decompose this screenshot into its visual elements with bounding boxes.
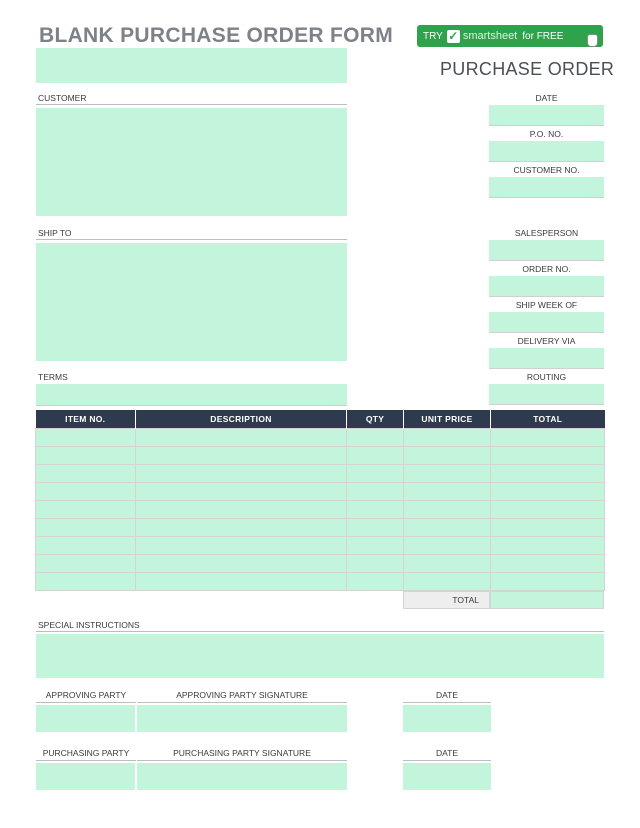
special-instructions-label: SPECIAL INSTRUCTIONS bbox=[38, 620, 140, 630]
cell-item-no[interactable] bbox=[36, 554, 136, 572]
approving-signature-rule bbox=[137, 702, 347, 703]
approving-date-rule bbox=[403, 702, 491, 703]
cell-description[interactable] bbox=[136, 464, 347, 482]
table-row bbox=[36, 518, 605, 536]
cell-total[interactable] bbox=[491, 446, 605, 464]
cell-unit-price[interactable] bbox=[404, 536, 491, 554]
ship-to-rule bbox=[36, 239, 347, 240]
cell-unit-price[interactable] bbox=[404, 446, 491, 464]
cell-total[interactable] bbox=[491, 500, 605, 518]
hand-cursor-icon bbox=[587, 34, 598, 47]
approving-party-label: APPROVING PARTY bbox=[45, 690, 127, 700]
approving-signature-field[interactable] bbox=[137, 705, 347, 732]
cell-description[interactable] bbox=[136, 554, 347, 572]
po-no-label: P.O. NO. bbox=[529, 129, 564, 139]
cell-item-no[interactable] bbox=[36, 572, 136, 590]
approving-party-rule bbox=[36, 702, 136, 703]
line-items-table bbox=[35, 410, 605, 591]
cell-item-no[interactable] bbox=[36, 500, 136, 518]
cell-qty[interactable] bbox=[347, 518, 404, 536]
cell-description[interactable] bbox=[136, 482, 347, 500]
cell-qty[interactable] bbox=[347, 554, 404, 572]
purchasing-signature-rule bbox=[137, 760, 347, 761]
cell-qty[interactable] bbox=[347, 500, 404, 518]
cell-unit-price[interactable] bbox=[404, 482, 491, 500]
cell-qty[interactable] bbox=[347, 536, 404, 554]
cell-qty[interactable] bbox=[347, 446, 404, 464]
ship-to-label: SHIP TO bbox=[38, 228, 72, 238]
banner-try-text: TRY bbox=[423, 30, 443, 42]
customer-no-label: CUSTOMER NO. bbox=[513, 165, 580, 175]
column-header-description: DESCRIPTION bbox=[136, 410, 347, 428]
terms-label: TERMS bbox=[38, 372, 68, 382]
date-label: DATE bbox=[535, 93, 558, 103]
po-no-field[interactable] bbox=[489, 141, 604, 162]
table-row bbox=[36, 482, 605, 500]
cell-description[interactable] bbox=[136, 446, 347, 464]
special-instructions-rule bbox=[36, 631, 604, 632]
try-smartsheet-banner[interactable] bbox=[417, 25, 603, 47]
cell-total[interactable] bbox=[491, 572, 605, 590]
cell-description[interactable] bbox=[136, 518, 347, 536]
purchase-order-heading: PURCHASE ORDER bbox=[440, 59, 615, 79]
table-body bbox=[36, 428, 605, 590]
cell-qty[interactable] bbox=[347, 572, 404, 590]
purchasing-date-field[interactable] bbox=[403, 763, 491, 790]
cell-item-no[interactable] bbox=[36, 428, 136, 446]
grand-total-field[interactable] bbox=[490, 591, 604, 609]
customer-field[interactable] bbox=[36, 108, 347, 216]
customer-rule bbox=[36, 104, 347, 105]
cell-item-no[interactable] bbox=[36, 446, 136, 464]
cell-qty[interactable] bbox=[347, 464, 404, 482]
cell-description[interactable] bbox=[136, 428, 347, 446]
table-row bbox=[36, 464, 605, 482]
salesperson-field[interactable] bbox=[489, 240, 604, 261]
cell-total[interactable] bbox=[491, 536, 605, 554]
checkmark-icon: ✓ bbox=[448, 28, 459, 43]
purchasing-signature-field[interactable] bbox=[137, 763, 347, 790]
company-info-field[interactable] bbox=[36, 48, 347, 83]
purchasing-party-rule bbox=[36, 760, 136, 761]
customer-no-field[interactable] bbox=[489, 177, 604, 198]
table-row bbox=[36, 554, 605, 572]
cell-item-no[interactable] bbox=[36, 536, 136, 554]
cell-description[interactable] bbox=[136, 500, 347, 518]
column-header-unit-price: UNIT PRICE bbox=[404, 410, 491, 428]
table-header-row bbox=[36, 410, 605, 428]
customer-label: CUSTOMER bbox=[38, 93, 87, 103]
ship-to-field[interactable] bbox=[36, 243, 347, 361]
table-row bbox=[36, 500, 605, 518]
cell-unit-price[interactable] bbox=[404, 572, 491, 590]
approving-date-field[interactable] bbox=[403, 705, 491, 732]
column-header-qty: QTY bbox=[347, 410, 404, 428]
table-row bbox=[36, 536, 605, 554]
cell-unit-price[interactable] bbox=[404, 464, 491, 482]
purchasing-signature-label: PURCHASING PARTY SIGNATURE bbox=[173, 748, 311, 758]
salesperson-label: SALESPERSON bbox=[514, 228, 579, 238]
table-row bbox=[36, 446, 605, 464]
column-header-item-no: ITEM NO. bbox=[36, 410, 136, 428]
terms-field[interactable] bbox=[36, 384, 347, 406]
banner-brand-text: smartsheet bbox=[462, 30, 518, 42]
column-header-total: TOTAL bbox=[491, 410, 605, 428]
cell-total[interactable] bbox=[491, 554, 605, 572]
purchasing-date-label: DATE bbox=[435, 748, 459, 758]
grand-total-label: TOTAL bbox=[403, 591, 490, 609]
cell-total[interactable] bbox=[491, 428, 605, 446]
cell-item-no[interactable] bbox=[36, 518, 136, 536]
cell-item-no[interactable] bbox=[36, 464, 136, 482]
date-field[interactable] bbox=[489, 105, 604, 126]
ship-week-of-field[interactable] bbox=[489, 312, 604, 333]
table-row bbox=[36, 428, 605, 446]
approving-party-field[interactable] bbox=[36, 705, 135, 732]
cell-unit-price[interactable] bbox=[404, 554, 491, 572]
purchasing-date-rule bbox=[403, 760, 491, 761]
cell-description[interactable] bbox=[136, 536, 347, 554]
purchasing-party-field[interactable] bbox=[36, 763, 135, 790]
cell-total[interactable] bbox=[491, 482, 605, 500]
cell-qty[interactable] bbox=[347, 428, 404, 446]
cell-item-no[interactable] bbox=[36, 482, 136, 500]
cell-total[interactable] bbox=[491, 518, 605, 536]
table-row bbox=[36, 572, 605, 590]
approving-date-label: DATE bbox=[435, 690, 459, 700]
order-no-label: ORDER NO. bbox=[522, 264, 571, 274]
form-title: BLANK PURCHASE ORDER FORM bbox=[39, 24, 393, 47]
banner-free-text: for FREE bbox=[522, 30, 564, 42]
order-no-field[interactable] bbox=[489, 276, 604, 297]
cell-unit-price[interactable] bbox=[404, 518, 491, 536]
ship-week-of-label: SHIP WEEK OF bbox=[515, 300, 578, 310]
cell-description[interactable] bbox=[136, 572, 347, 590]
cell-unit-price[interactable] bbox=[404, 428, 491, 446]
delivery-via-label: DELIVERY VIA bbox=[517, 336, 576, 346]
approving-signature-label: APPROVING PARTY SIGNATURE bbox=[176, 690, 308, 700]
delivery-via-field[interactable] bbox=[489, 348, 604, 369]
routing-field[interactable] bbox=[489, 384, 604, 405]
purchasing-party-label: PURCHASING PARTY bbox=[42, 748, 130, 758]
cell-qty[interactable] bbox=[347, 482, 404, 500]
routing-label: ROUTING bbox=[526, 372, 567, 382]
special-instructions-field[interactable] bbox=[36, 634, 604, 678]
cell-unit-price[interactable] bbox=[404, 500, 491, 518]
cell-total[interactable] bbox=[491, 464, 605, 482]
